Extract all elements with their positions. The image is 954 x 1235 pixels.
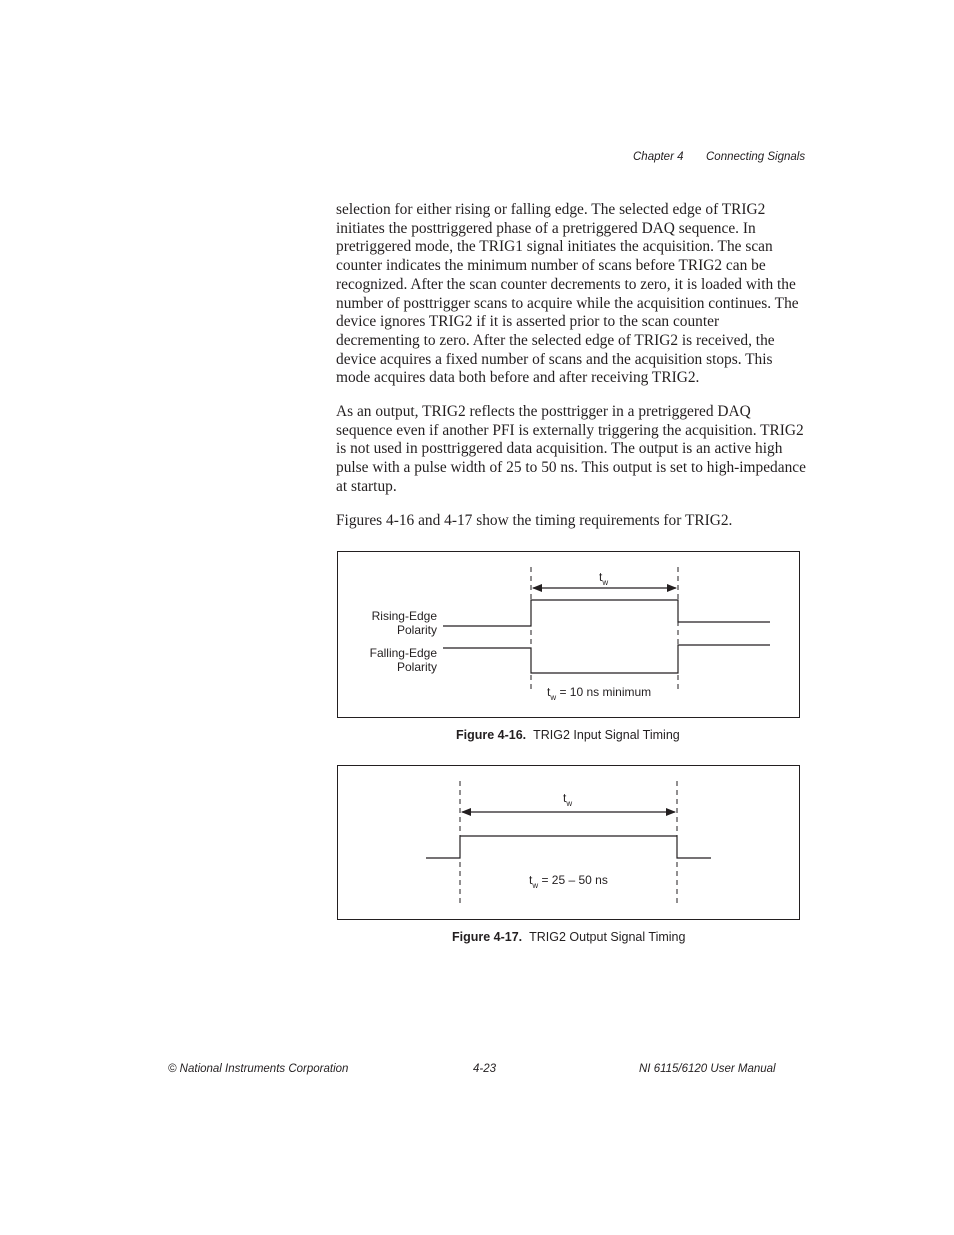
figure-4-17-caption	[452, 930, 685, 944]
figure-4-16-box	[337, 551, 800, 718]
caption-title: TRIG2 Input Signal Timing	[533, 728, 680, 742]
figure-4-16-caption	[456, 728, 680, 742]
tw-minimum-note: $t_w = 10$ ns minimum	[547, 685, 652, 702]
footer-page-number: 4-23	[473, 1063, 497, 1075]
caption-number: Figure 4-17.	[452, 930, 523, 944]
falling-label-line1: Falling-Edge	[369, 646, 437, 660]
falling-label-line2: Polarity	[396, 660, 437, 674]
body-paragraph-1	[336, 201, 806, 388]
body-paragraph-2	[336, 403, 806, 497]
tw-label: $t_w$	[599, 570, 609, 587]
caption-number: Figure 4-16.	[456, 728, 527, 742]
rising-edge-waveform	[443, 600, 770, 626]
footer-copyright: © National Instruments Corporation	[168, 1063, 349, 1075]
header-chapter: Chapter 4	[633, 151, 684, 163]
body-paragraph-3	[336, 512, 806, 531]
caption-title: TRIG2 Output Signal Timing	[529, 930, 686, 944]
tw-range-note: $t_w = 25 - 50$ ns	[529, 873, 608, 890]
tw-label: $t_w$	[563, 791, 573, 808]
paragraph-text: selection for either rising or falling edge. The selected edge of TRIG2 initiates the posttriggered phase of a pretriggered DAQ sequence. In pretriggered mode, the TRIG1 signal initiates the acquisition. The scan counter indicates the minimum number of scans before TRIG2 can be recognized. After the scan counter decrements to zero, it is loaded with the number of posttrigger scans to acquire while the acquisition continues. The device ignores TRIG2 if it is asserted prior to the scan counter decrementing to zero. After the selected edge of TRIG2 is received, the device acquires a fixed number of scans and the acquisition stops. This mode acquires data both before and after receiving TRIG2.	[336, 201, 799, 387]
rising-label-line2: Polarity	[396, 623, 437, 637]
figure-4-16-diagram	[338, 552, 801, 719]
output-pulse-waveform	[426, 836, 711, 858]
footer-manual-title: NI 6115/6120 User Manual	[639, 1063, 776, 1075]
paragraph-text: As an output, TRIG2 reflects the posttrigger in a pretriggered DAQ sequence even if another PFI is externally triggering the acquisition. TRIG2 is not used in posttriggered data acquisition. The output is an active high pulse with a pulse width of 25 to 50 ns. This output is set to high-impedance at startup.	[336, 403, 806, 495]
paragraph-text: Figures 4-16 and 4-17 show the timing requirements for TRIG2.	[336, 512, 733, 529]
figure-4-17-diagram	[338, 766, 801, 921]
rising-label-line1: Rising-Edge	[371, 609, 437, 623]
falling-edge-waveform	[443, 645, 770, 673]
header-section: Connecting Signals	[706, 151, 806, 163]
figure-4-17-box	[337, 765, 800, 920]
